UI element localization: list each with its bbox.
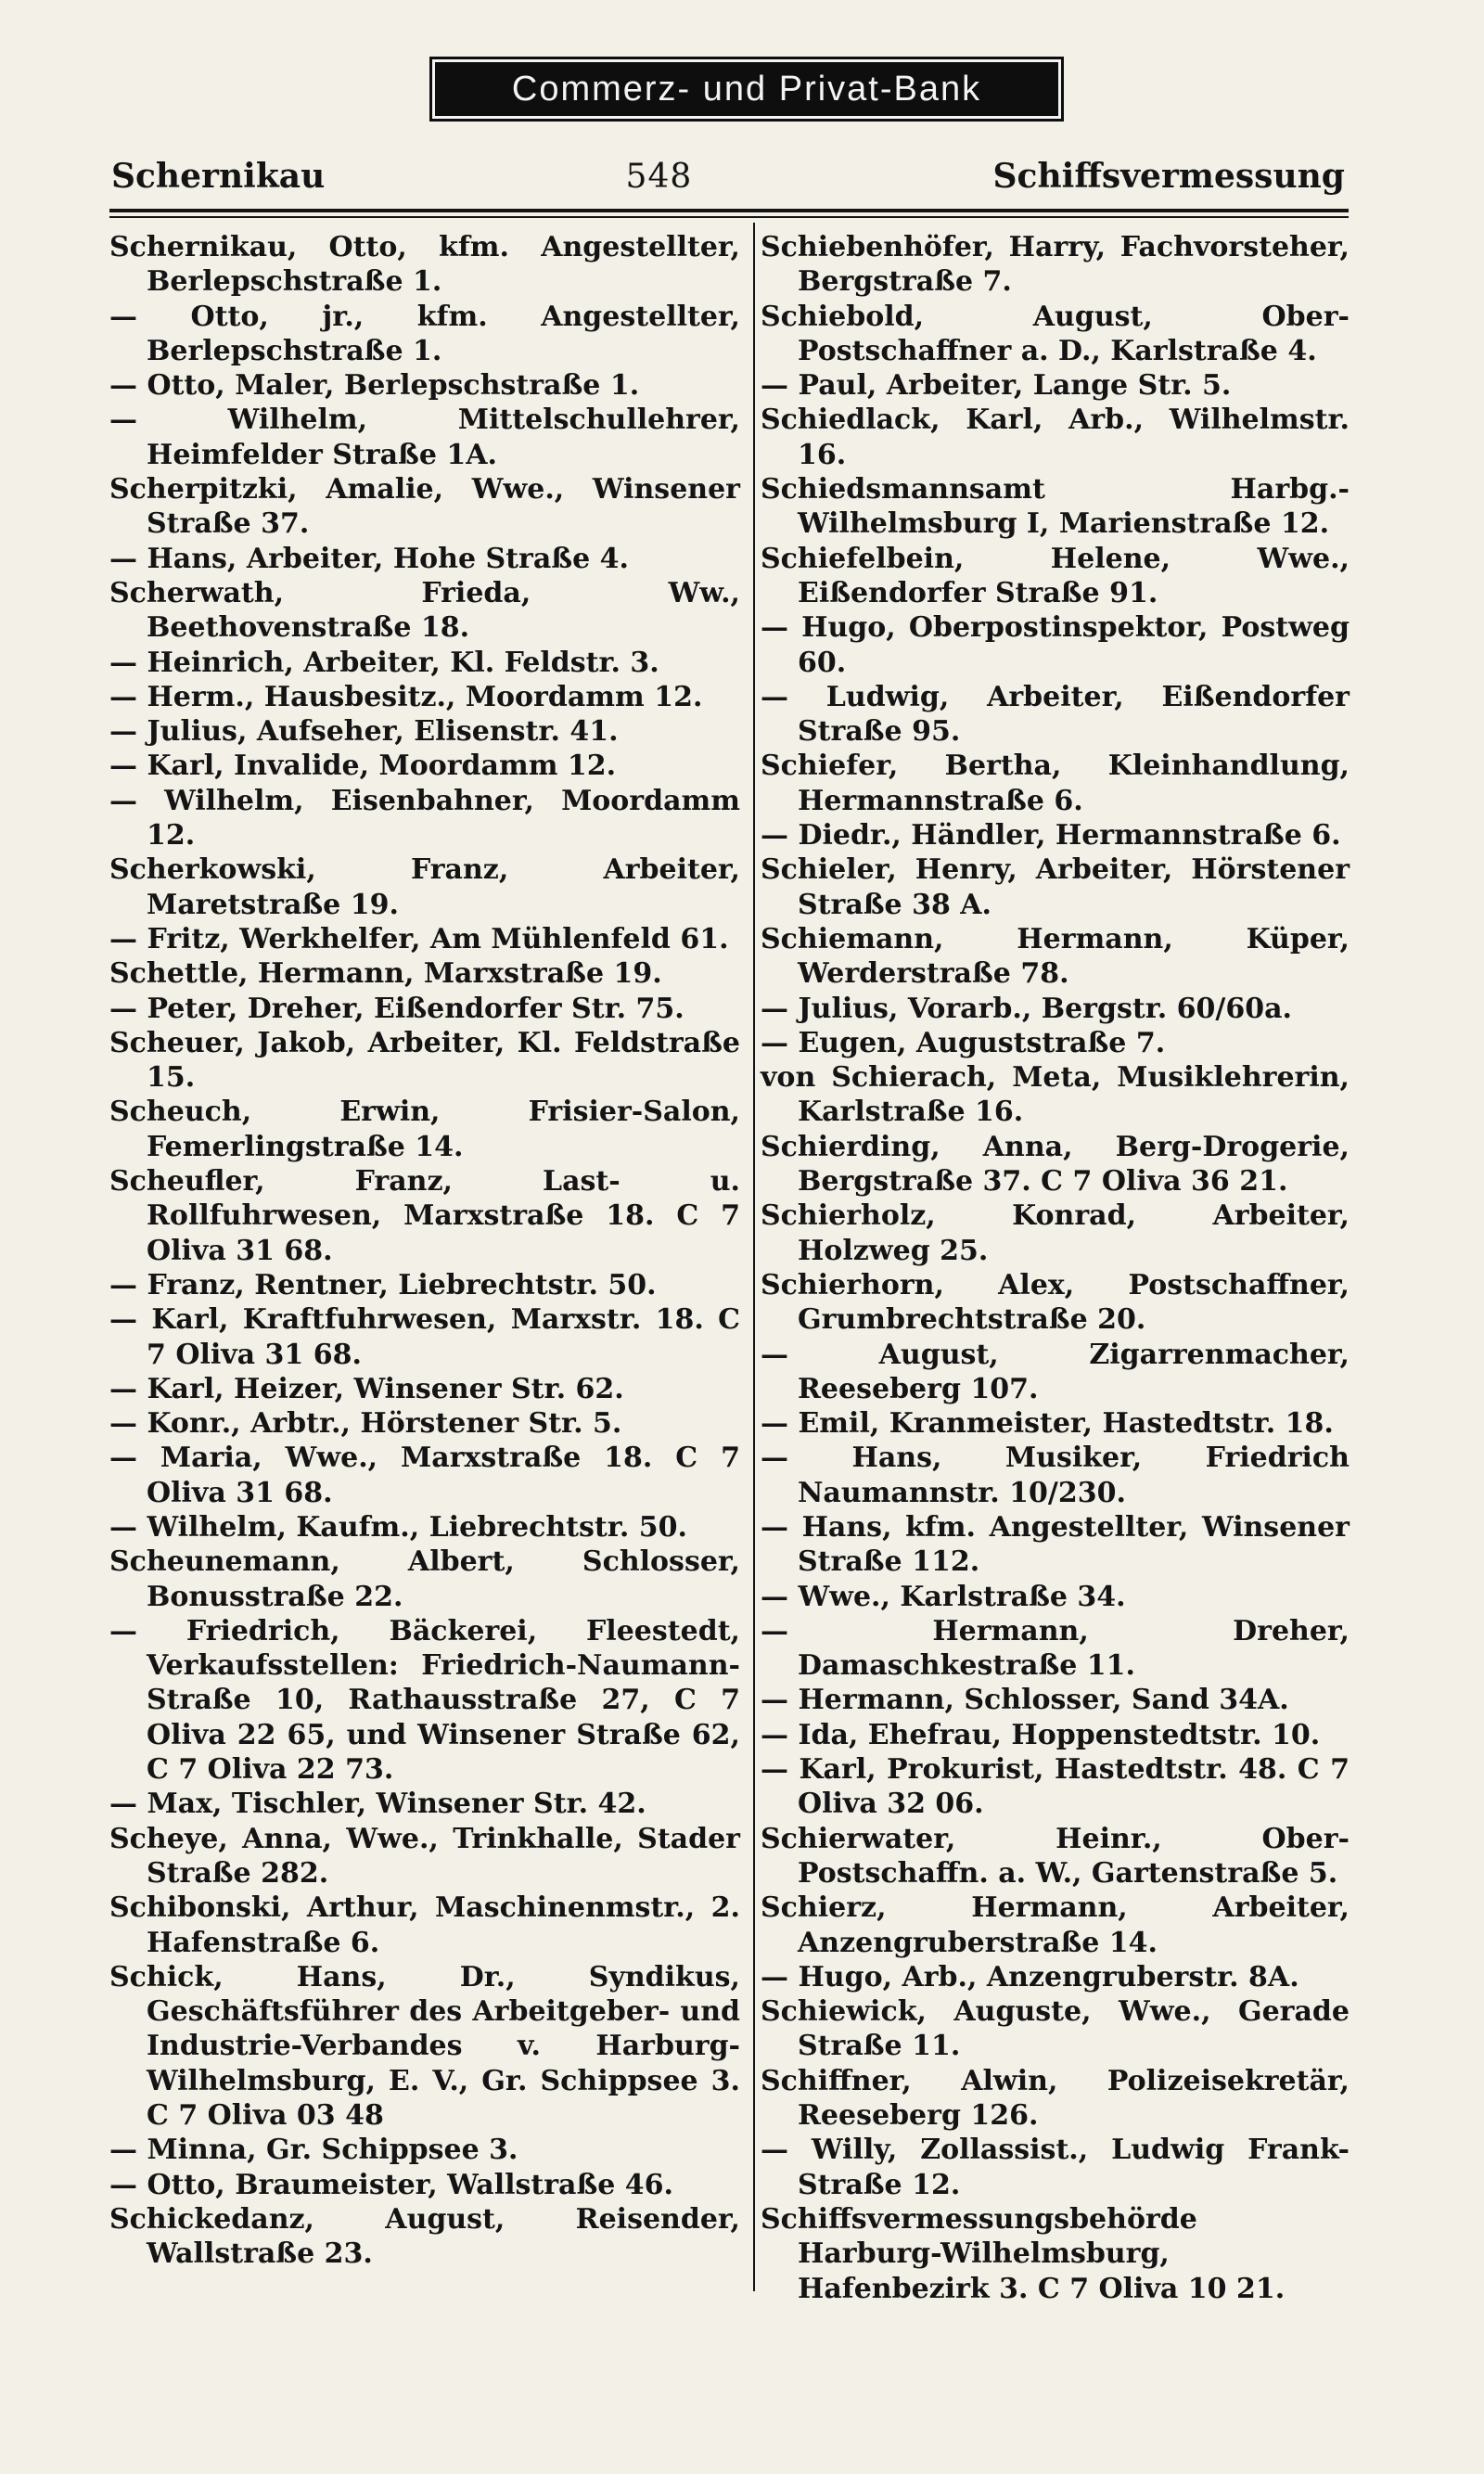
directory-entry: Schettle, Hermann, Marxstraße 19. bbox=[109, 957, 662, 991]
directory-entry: Scheunemann, Albert, Schlosser, Bonusstraße 22. bbox=[109, 1545, 740, 1613]
directory-entry: — Karl, Prokurist, Hastedtstr. 48. C 7 Oliva 32 06. bbox=[761, 1753, 1350, 1821]
directory-entry: Schiefelbein, Helene, Wwe., Eißendorfer Straße 91. bbox=[761, 542, 1350, 609]
directory-entry: — Hans, kfm. Angestellter, Winsener Straße 112. bbox=[761, 1510, 1350, 1579]
directory-entry: — Emil, Kranmeister, Hastedtstr. 18. bbox=[761, 1407, 1334, 1441]
directory-entry: Schiedlack, Karl, Arb., Wilhelmstr. 16. bbox=[761, 404, 1350, 471]
directory-entry: Scherpitzki, Amalie, Wwe., Winsener Straße 37. bbox=[109, 473, 740, 541]
directory-entry: — Fritz, Werkhelfer, Am Mühlenfeld 61. bbox=[109, 922, 729, 955]
directory-entry: — Franz, Rentner, Liebrechtstr. 50. bbox=[109, 1268, 657, 1301]
directory-entry: — August, Zigarrenmacher, Reeseberg 107. bbox=[761, 1338, 1350, 1405]
directory-entry: Scheufler, Franz, Last- u. Rollfuhrwesen, Marxstraße 18. C 7 Oliva 31 68. bbox=[109, 1165, 740, 1267]
directory-entry: Schiefer, Bertha, Kleinhandlung, Hermannstraße 6. bbox=[761, 750, 1350, 817]
directory-entry: Scheuch, Erwin, Frisier-Salon, Femerlingstraße 14. bbox=[109, 1096, 740, 1163]
directory-entry: Schiedsmannsamt Harbg.-Wilhelmsburg I, Marienstraße 12. bbox=[761, 473, 1350, 541]
column-divider bbox=[753, 223, 755, 2291]
directory-entry: Schiebenhöfer, Harry, Fachvorsteher, Bergstraße 7. bbox=[761, 231, 1350, 299]
directory-entry: — Paul, Arbeiter, Lange Str. 5. bbox=[761, 369, 1232, 403]
directory-entry: Schernikau, Otto, kfm. Angestellter, Berlepschstraße 1. bbox=[109, 231, 740, 299]
directory-entry: Schiebold, August, Ober-Postschaffner a. D., Karlstraße 4. bbox=[761, 300, 1350, 367]
directory-entry: — Eugen, Auguststraße 7. bbox=[761, 1026, 1166, 1059]
directory-entry: Schiemann, Hermann, Küper, Werderstraße 78. bbox=[761, 922, 1350, 991]
directory-entry: Scheye, Anna, Wwe., Trinkhalle, Stader Straße 282. bbox=[109, 1822, 740, 1890]
directory-entry: Scheuer, Jakob, Arbeiter, Kl. Feldstraße 15. bbox=[109, 1026, 740, 1095]
directory-entry: — Julius, Vorarb., Bergstr. 60/60a. bbox=[761, 992, 1292, 1025]
directory-entry: — Karl, Invalide, Moordamm 12. bbox=[109, 750, 617, 783]
directory-entry: — Julius, Aufseher, Elisenstr. 41. bbox=[109, 715, 619, 749]
directory-entry: Scherkowski, Franz, Arbeiter, Maretstraße 19. bbox=[109, 853, 740, 921]
header-left-keyword: Schernikau bbox=[111, 157, 326, 196]
directory-entry: — Wilhelm, Kaufm., Liebrechtstr. 50. bbox=[109, 1510, 687, 1544]
directory-entry: Schickedanz, August, Reisender, Wallstraße 23. bbox=[109, 2202, 740, 2271]
bank-banner: Commerz- und Privat-Bank bbox=[432, 59, 1061, 119]
directory-entry: — Hans, Musiker, Friedrich Naumannstr. 10/230. bbox=[761, 1442, 1350, 1509]
directory-entry: — Otto, Braumeister, Wallstraße 46. bbox=[109, 2168, 673, 2201]
directory-entry: Schiewick, Auguste, Wwe., Gerade Straße 11. bbox=[761, 1995, 1350, 2063]
directory-entry: Schiffsvermessungsbehörde Harburg-Wilhelmsburg, Hafenbezirk 3. C 7 Oliva 10 21. bbox=[761, 2202, 1286, 2305]
right-column bbox=[761, 230, 1350, 2306]
header-right-keyword: Schiffsvermessung bbox=[992, 157, 1345, 196]
directory-entry: — Minna, Gr. Schippsee 3. bbox=[109, 2134, 518, 2167]
directory-entry: — Hugo, Arb., Anzengruberstr. 8A. bbox=[761, 1960, 1299, 1993]
directory-entry: Schibonski, Arthur, Maschinenmstr., 2. Hafenstraße 6. bbox=[109, 1891, 740, 1959]
directory-entry: — Diedr., Händler, Hermannstraße 6. bbox=[761, 819, 1341, 852]
directory-entry: — Hermann, Schlosser, Sand 34A. bbox=[761, 1684, 1289, 1717]
directory-entry: — Peter, Dreher, Eißendorfer Str. 75. bbox=[109, 992, 684, 1025]
directory-entry: von Schierach, Meta, Musiklehrerin, Karlstraße 16. bbox=[761, 1061, 1350, 1129]
page-number: 548 bbox=[625, 157, 693, 196]
directory-entry: — Max, Tischler, Winsener Str. 42. bbox=[109, 1788, 646, 1821]
directory-entry: Schierwater, Heinr., Ober-Postschaffn. a. W., Gartenstraße 5. bbox=[761, 1822, 1350, 1890]
directory-entry: — Maria, Wwe., Marxstraße 18. C 7 Oliva 31 68. bbox=[109, 1442, 740, 1509]
directory-entry: — Hans, Arbeiter, Hohe Straße 4. bbox=[109, 542, 629, 575]
directory-entry: — Karl, Kraftfuhrwesen, Marxstr. 18. C 7 Oliva 31 68. bbox=[109, 1303, 740, 1371]
directory-entry: — Wilhelm, Eisenbahner, Moordamm 12. bbox=[109, 784, 740, 852]
directory-entry: — Herm., Hausbesitz., Moordamm 12. bbox=[109, 680, 703, 713]
header-rule-thin bbox=[109, 216, 1349, 218]
directory-entry: Schierding, Anna, Berg-Drogerie, Bergstraße 37. C 7 Oliva 36 21. bbox=[761, 1130, 1350, 1199]
directory-entry: Scherwath, Frieda, Ww., Beethovenstraße 18. bbox=[109, 576, 740, 645]
directory-entry: — Friedrich, Bäckerei, Fleestedt, Verkaufsstellen: Friedrich-Naumann-Straße 10, Rathausstraße 27, C 7 Oliva 22 65, und Winsener Straße 62, C 7 Oliva 22 73. bbox=[109, 1614, 740, 1787]
directory-entry: — Konr., Arbtr., Hörstener Str. 5. bbox=[109, 1407, 622, 1441]
directory-entry: — Otto, jr., kfm. Angestellter, Berlepschstraße 1. bbox=[109, 300, 740, 367]
left-column bbox=[109, 230, 740, 2272]
directory-entry: — Karl, Heizer, Winsener Str. 62. bbox=[109, 1372, 624, 1405]
running-head bbox=[111, 148, 1345, 204]
directory-entry: — Ludwig, Arbeiter, Eißendorfer Straße 95. bbox=[761, 680, 1350, 749]
directory-entry: — Otto, Maler, Berlepschstraße 1. bbox=[109, 369, 640, 403]
directory-entry: Schick, Hans, Dr., Syndikus, Geschäftsführer des Arbeitgeber- und Industrie-Verbandes v. Harburg-Wilhelmsburg, E. V., Gr. Schippsee 3. C 7 Oliva 03 48 bbox=[109, 1960, 740, 2133]
directory-entry: Schieler, Henry, Arbeiter, Hörstener Straße 38 A. bbox=[761, 853, 1350, 921]
directory-entry: — Willy, Zollassist., Ludwig Frank-Straße 12. bbox=[761, 2134, 1350, 2201]
directory-entry: Schiffner, Alwin, Polizeisekretär, Reeseberg 126. bbox=[761, 2064, 1350, 2133]
directory-entry: — Hermann, Dreher, Damaschkestraße 11. bbox=[761, 1614, 1350, 1683]
header-rule bbox=[109, 209, 1349, 212]
directory-entry: — Hugo, Oberpostinspektor, Postweg 60. bbox=[761, 611, 1350, 679]
directory-entry: — Ida, Ehefrau, Hoppenstedtstr. 10. bbox=[761, 1718, 1321, 1751]
directory-entry: — Wilhelm, Mittelschullehrer, Heimfelder Straße 1A. bbox=[109, 404, 740, 471]
directory-entry: Schierhorn, Alex, Postschaffner, Grumbrechtstraße 20. bbox=[761, 1268, 1350, 1337]
directory-entry: — Wwe., Karlstraße 34. bbox=[761, 1580, 1126, 1613]
directory-entry: — Heinrich, Arbeiter, Kl. Feldstr. 3. bbox=[109, 646, 659, 679]
directory-entry: Schierholz, Konrad, Arbeiter, Holzweg 25. bbox=[761, 1199, 1350, 1267]
directory-entry: Schierz, Hermann, Arbeiter, Anzengruberstraße 14. bbox=[761, 1891, 1350, 1959]
